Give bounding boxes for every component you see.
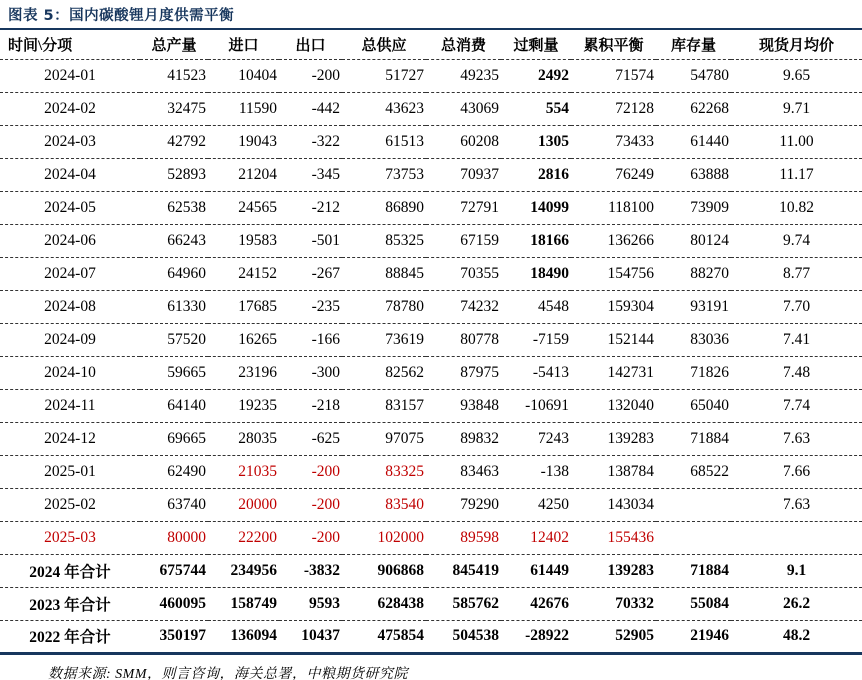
row-label: 2024-02: [0, 92, 140, 125]
table-cell: 62538: [140, 191, 208, 224]
table-row: [0, 587, 862, 620]
table-row: [0, 323, 862, 356]
col-header-cumulative-balance: 累积平衡: [571, 30, 656, 59]
figure-title: 图表 5：国内碳酸锂月度供需平衡: [0, 0, 862, 30]
table-cell: 83463: [426, 455, 501, 488]
table-cell: 83325: [342, 455, 426, 488]
row-label: 2024-08: [0, 290, 140, 323]
table-cell: 42676: [501, 587, 571, 620]
table-cell: [656, 521, 731, 554]
table-cell: 21946: [690, 627, 729, 644]
table-cell: 26.2: [731, 587, 862, 620]
col-header-total-supply: 总供应: [342, 30, 426, 59]
row-label: 2024-05: [0, 191, 140, 224]
table-cell: 21204: [208, 158, 279, 191]
table-cell: 64140: [140, 389, 208, 422]
table-cell: 63888: [656, 158, 731, 191]
table-cell: 71884: [656, 422, 731, 455]
table-cell: 61440: [656, 125, 731, 158]
table-cell: 55084: [656, 587, 731, 620]
table-row: [0, 92, 862, 125]
table-cell: 10404: [208, 59, 279, 92]
table-cell: [656, 488, 731, 521]
table-row: [0, 191, 862, 224]
col-header-surplus: 过剩量: [501, 30, 571, 59]
supply-demand-table: [0, 30, 862, 655]
table-cell: 52893: [140, 158, 208, 191]
table-cell: -200: [279, 59, 342, 92]
table-cell: 21035: [208, 455, 279, 488]
table-cell: 61449: [501, 554, 571, 587]
table-cell: 71826: [656, 356, 731, 389]
table-cell: -200: [279, 455, 342, 488]
table-cell: 11.00: [731, 125, 862, 158]
table-cell: 7.74: [731, 389, 862, 422]
table-cell: 9.71: [731, 92, 862, 125]
table-cell: 554: [501, 92, 571, 125]
row-label: 2024-06: [0, 224, 140, 257]
table-cell: 72128: [571, 92, 656, 125]
table-row: [0, 257, 862, 290]
table-cell: 675744: [140, 554, 208, 587]
table-row: [0, 158, 862, 191]
table-cell: 906868: [342, 554, 426, 587]
table-cell: 7.41: [731, 323, 862, 356]
table-cell: 73909: [656, 191, 731, 224]
table-cell: 14099: [501, 191, 571, 224]
table-row: [0, 356, 862, 389]
table-cell: -138: [501, 455, 571, 488]
table-cell: 118100: [571, 191, 656, 224]
table-cell: -345: [279, 158, 342, 191]
table-cell: -212: [279, 191, 342, 224]
table-cell: 23196: [208, 356, 279, 389]
col-header-time-item: 时间\分项: [0, 30, 140, 59]
table-cell: -200: [279, 488, 342, 521]
table-cell: -322: [279, 125, 342, 158]
col-header-spot-monthly-avg-price: 现货月均价: [731, 30, 862, 59]
table-cell: 48.2: [782, 627, 811, 644]
col-header-inventory: 库存量: [656, 30, 731, 59]
table-cell: 61330: [140, 290, 208, 323]
table-cell: 1305: [501, 125, 571, 158]
table-cell: -5413: [501, 356, 571, 389]
table-cell: 19043: [208, 125, 279, 158]
table-cell: 51727: [342, 59, 426, 92]
table-cell: 10437: [301, 627, 340, 644]
table-cell: 49235: [426, 59, 501, 92]
table-cell: 17685: [208, 290, 279, 323]
table-cell: 73753: [342, 158, 426, 191]
table-cell: 64960: [140, 257, 208, 290]
table-cell: -3832: [279, 554, 342, 587]
table-cell: 88845: [342, 257, 426, 290]
table-cell: 4250: [501, 488, 571, 521]
table-cell: 43623: [342, 92, 426, 125]
table-cell: 88270: [656, 257, 731, 290]
table-cell: 57520: [140, 323, 208, 356]
table-cell: 41523: [140, 59, 208, 92]
table-cell: 19583: [208, 224, 279, 257]
table-cell: 7.63: [731, 488, 862, 521]
table-cell: 66243: [140, 224, 208, 257]
row-label: 2024-12: [0, 422, 140, 455]
table-cell: 43069: [426, 92, 501, 125]
table-cell: 61513: [342, 125, 426, 158]
table-cell: 78780: [342, 290, 426, 323]
table-cell: 97075: [342, 422, 426, 455]
table-cell: 9.65: [731, 59, 862, 92]
row-label: 2025-01: [0, 455, 140, 488]
table-cell: 143034: [571, 488, 656, 521]
table-cell: 11590: [208, 92, 279, 125]
table-cell: 70937: [426, 158, 501, 191]
table-cell: 350197: [159, 627, 206, 644]
table-cell: 9.74: [731, 224, 862, 257]
table-row: [0, 620, 862, 653]
table-cell: 83036: [656, 323, 731, 356]
table-cell: [731, 521, 862, 554]
table-cell: 12402: [501, 521, 571, 554]
table-cell: -7159: [501, 323, 571, 356]
table-cell: 93848: [426, 389, 501, 422]
data-source-note: 数据来源: SMM，则言咨询，海关总署，中粮期货研究院: [48, 666, 408, 680]
table-row: [0, 125, 862, 158]
table-cell: 54780: [656, 59, 731, 92]
table-cell: 80000: [140, 521, 208, 554]
row-label: 2024-07: [0, 257, 140, 290]
table-cell: 138784: [571, 455, 656, 488]
row-label: 2024-03: [0, 125, 140, 158]
table-row: [0, 554, 862, 587]
table-cell: 69665: [140, 422, 208, 455]
table-row: [0, 224, 862, 257]
table-cell: 845419: [426, 554, 501, 587]
table-cell: 87975: [426, 356, 501, 389]
table-cell: 9.1: [731, 554, 862, 587]
table-cell: 93191: [656, 290, 731, 323]
table-cell: 159304: [571, 290, 656, 323]
row-label: 2022 年合计: [29, 629, 111, 646]
col-header-export: 出口: [279, 30, 342, 59]
table-cell: 65040: [656, 389, 731, 422]
table-cell: 72791: [426, 191, 501, 224]
table-cell: -235: [279, 290, 342, 323]
table-cell: 52905: [615, 627, 654, 644]
table-header-row: [0, 30, 862, 59]
row-label: 2024-01: [0, 59, 140, 92]
table-cell: -442: [279, 92, 342, 125]
table-cell: 7.70: [731, 290, 862, 323]
table-cell: 139283: [571, 554, 656, 587]
table-row: [0, 521, 862, 554]
table-cell: 32475: [140, 92, 208, 125]
table-cell: 20000: [208, 488, 279, 521]
row-label: 2023 年合计: [0, 587, 140, 620]
row-label: 2024-09: [0, 323, 140, 356]
table-cell: 10.82: [731, 191, 862, 224]
table-cell: 158749: [208, 587, 279, 620]
table-cell: -166: [279, 323, 342, 356]
table-cell: 155436: [571, 521, 656, 554]
table-cell: 63740: [140, 488, 208, 521]
table-cell: 19235: [208, 389, 279, 422]
row-label: 2024-11: [0, 389, 140, 422]
table-cell: 2816: [501, 158, 571, 191]
table-cell: 24565: [208, 191, 279, 224]
table-cell: 67159: [426, 224, 501, 257]
table-row: [0, 455, 862, 488]
row-label: 2024-04: [0, 158, 140, 191]
table-cell: 152144: [571, 323, 656, 356]
table-row: [0, 389, 862, 422]
table-cell: 80124: [656, 224, 731, 257]
table-cell: 83157: [342, 389, 426, 422]
table-cell: 585762: [426, 587, 501, 620]
table-cell: 60208: [426, 125, 501, 158]
table-cell: 475854: [377, 627, 424, 644]
col-header-import: 进口: [208, 30, 279, 59]
row-label: 2024 年合计: [0, 554, 140, 587]
table-cell: -218: [279, 389, 342, 422]
table-cell: 7243: [501, 422, 571, 455]
table-cell: 68522: [656, 455, 731, 488]
table-cell: 234956: [208, 554, 279, 587]
table-row: [0, 59, 862, 92]
table-cell: 8.77: [731, 257, 862, 290]
table-cell: 76249: [571, 158, 656, 191]
table-cell: 71574: [571, 59, 656, 92]
col-header-total-production: 总产量: [140, 30, 208, 59]
table-cell: 9593: [279, 587, 342, 620]
table-cell: -300: [279, 356, 342, 389]
table-cell: 42792: [140, 125, 208, 158]
table-cell: 102000: [342, 521, 426, 554]
table-cell: 136266: [571, 224, 656, 257]
table-cell: 7.63: [731, 422, 862, 455]
table-cell: 73433: [571, 125, 656, 158]
table-cell: 70355: [426, 257, 501, 290]
table-cell: 4548: [501, 290, 571, 323]
table-cell: 86890: [342, 191, 426, 224]
table-cell: 71884: [656, 554, 731, 587]
table-cell: 89598: [426, 521, 501, 554]
row-label: 2025-02: [0, 488, 140, 521]
table-cell: 16265: [208, 323, 279, 356]
table-body: [0, 59, 862, 653]
col-header-total-consumption: 总消费: [426, 30, 501, 59]
table-cell: 62490: [140, 455, 208, 488]
table-cell: 132040: [571, 389, 656, 422]
table-cell: 85325: [342, 224, 426, 257]
table-cell: 22200: [208, 521, 279, 554]
table-cell: 628438: [342, 587, 426, 620]
table-cell: 460095: [140, 587, 208, 620]
row-label: 2024-10: [0, 356, 140, 389]
table-cell: 139283: [571, 422, 656, 455]
table-cell: 73619: [342, 323, 426, 356]
table-cell: 74232: [426, 290, 501, 323]
table-cell: 80778: [426, 323, 501, 356]
table-cell: -267: [279, 257, 342, 290]
table-cell: 59665: [140, 356, 208, 389]
row-label: 2025-03: [0, 521, 140, 554]
table-cell: -28922: [525, 627, 569, 644]
table-row: [0, 488, 862, 521]
table-cell: 70332: [571, 587, 656, 620]
table-cell: -501: [279, 224, 342, 257]
table-cell: 24152: [208, 257, 279, 290]
table-cell: 82562: [342, 356, 426, 389]
table-cell: -200: [279, 521, 342, 554]
table-cell: -625: [279, 422, 342, 455]
table-cell: 11.17: [731, 158, 862, 191]
table-cell: 79290: [426, 488, 501, 521]
table-cell: -10691: [501, 389, 571, 422]
table-cell: 7.66: [731, 455, 862, 488]
table-cell: 62268: [656, 92, 731, 125]
table-cell: 89832: [426, 422, 501, 455]
table-cell: 154756: [571, 257, 656, 290]
table-cell: 18166: [501, 224, 571, 257]
table-cell: 18490: [501, 257, 571, 290]
table-cell: 136094: [230, 627, 277, 644]
table-cell: 28035: [208, 422, 279, 455]
table-cell: 83540: [342, 488, 426, 521]
table-row: [0, 290, 862, 323]
table-cell: 504538: [452, 627, 499, 644]
table-row: [0, 422, 862, 455]
table-cell: 7.48: [731, 356, 862, 389]
table-cell: 2492: [501, 59, 571, 92]
table-cell: 142731: [571, 356, 656, 389]
